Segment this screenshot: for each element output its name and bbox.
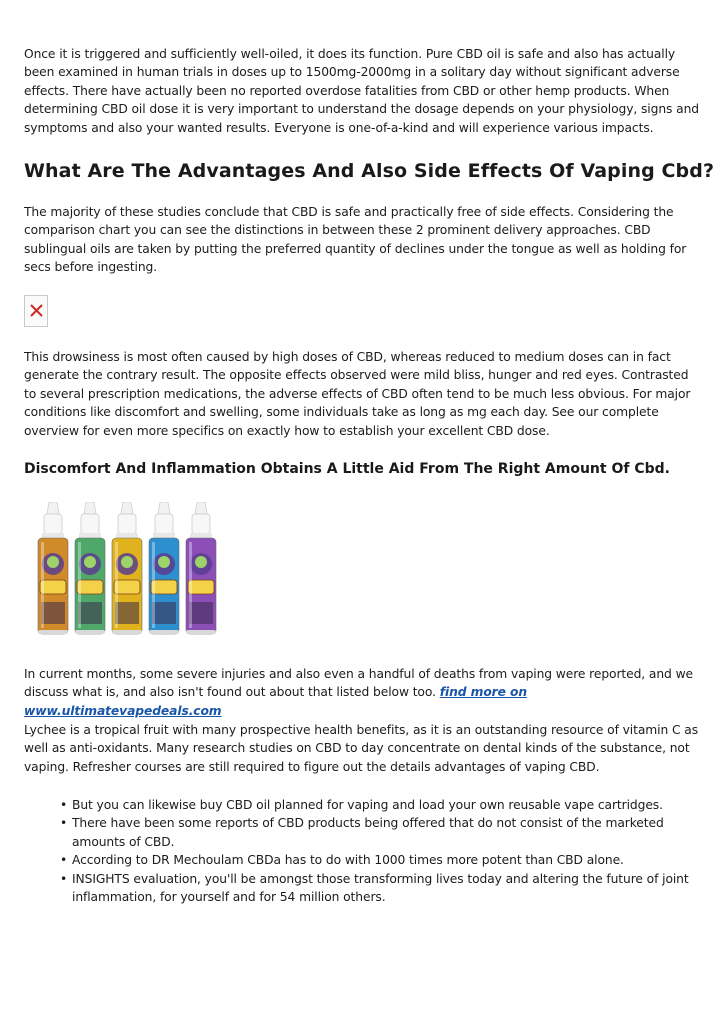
- paragraph-injuries-text: In current months, some severe injuries and also even a handful of deaths from vaping were reported, and we discuss what is, and also isn't found out about that listed below too.: [24, 667, 693, 700]
- eliquid-bottle: [38, 502, 68, 634]
- paragraph-studies: The majority of these studies conclude that CBD is safe and practically free of side effects. Considering the comparison chart you can see the distinctions in between these 2 prominent delivery approaches. CBD sublingual oils are taken by putting the preferred quantity of declines under the tongue as well as holding for secs before ingesting.: [24, 205, 687, 275]
- section-heading-discomfort: Discomfort And Inflammation Obtains A Little Aid From The Right Amount Of Cbd.: [24, 461, 670, 477]
- eliquid-bottle: [75, 502, 105, 634]
- product-photo-eliquid-bottles: [28, 502, 276, 642]
- section-heading-advantages: What Are The Advantages And Also Side Effects Of Vaping Cbd?: [24, 160, 715, 182]
- list-item: • INSIGHTS evaluation, you'll be amongst those transforming lives today and altering the future of joint inflammation, for yourself and for 54 million others.: [60, 870, 700, 907]
- broken-image-icon: [24, 295, 48, 327]
- eliquid-bottle: [112, 502, 142, 634]
- external-link-vapedeals[interactable]: find more on www.ultimatevapedeals.com: [24, 685, 528, 718]
- paragraph-drowsiness: This drowsiness is most often caused by high doses of CBD, whereas reduced to medium doses can in fact generate the contrary result. The opposite effects observed were mild bliss, hunger and red eyes. Contrasted to several prescription medications, the adverse effects of CBD often tend to be much less obvious. For major conditions like discomfort and swelling, some individuals take as long as mg each day. See our complete overview for even more specifics on exactly how to establish your excellent CBD dose.: [24, 350, 691, 438]
- bullet-list: [60, 796, 700, 906]
- paragraph-injuries: [24, 665, 700, 720]
- list-item: • According to DR Mechoulam CBDa has to do with 1000 times more potent than CBD alone.: [60, 851, 700, 869]
- list-item: • But you can likewise buy CBD oil planned for vaping and load your own reusable vape cartridges.: [60, 796, 700, 814]
- paragraph-intro: Once it is triggered and sufficiently well-oiled, it does its function. Pure CBD oil is safe and also has actually been examined in human trials in doses up to 1500mg-2000mg in a solitary day without significant adverse effects. There have actually been no reported overdose fatalities from CBD or other hemp products. When determining CBD oil dose it is very important to understand the dosage depends on your physiology, signs and symptoms and also your wanted results. Everyone is one-of-a-kind and will experience various impacts.: [24, 47, 699, 135]
- paragraph-lychee: Lychee is a tropical fruit with many prospective health benefits, as it is an outstanding resource of vitamin C as well as anti-oxidants. Many research studies on CBD to day concentrate on dental kinds of the substance, not vaping. Refresher courses are still required to figure out the details advantages of vaping CBD.: [24, 723, 698, 774]
- list-item: • There have been some reports of CBD products being offered that do not consist of the marketed amounts of CBD.: [60, 814, 700, 851]
- eliquid-bottle: [149, 502, 179, 634]
- eliquid-bottle: [186, 502, 216, 634]
